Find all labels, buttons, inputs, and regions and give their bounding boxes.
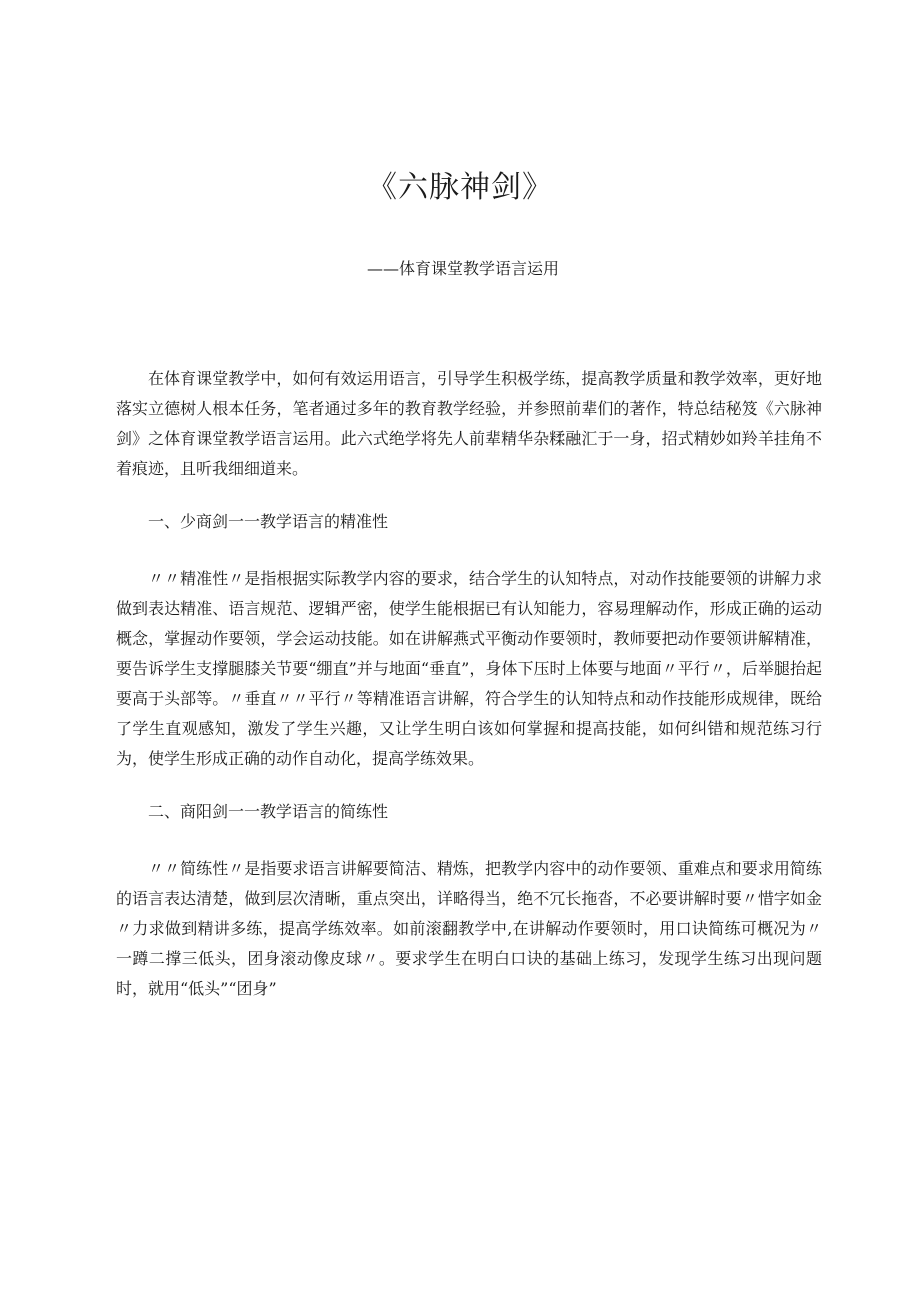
section-heading-2: 二、商阳剑一一教学语言的简练性 [148,802,389,821]
intro-paragraph: 在体育课堂教学中，如何有效运用语言，引导学生积极学练，提高教学质量和教学效率，更好地落实立德树人根本任务，笔者通过多年的教育教学经验，并参照前辈们的著作，特总结秘笈《六脉神剑》之体育课堂教学语言运用。此六式绝学将先人前辈精华杂糅融汇于一身，招式精妙如羚羊挂角不着痕迹，且听我细细道来。 [116,369,822,478]
document-subtitle: ——体育课堂教学语言运用 [367,259,560,278]
section-heading-1: 一、少商剑一一教学语言的精准性 [148,512,389,531]
section-paragraph-2: 〃〃简练性〃是指要求语言讲解要简洁、精炼，把教学内容中的动作要领、重难点和要求用简练的语言表达清楚，做到层次清晰，重点突出，详略得当，绝不冗长拖沓，不必要讲解时要〃惜字如金〃力求做到精讲多练，提高学练效率。如前滚翻教学中,在讲解动作要领时，用口诀简练可概况为〃一蹲二撑三低头，团身滚动像皮球〃。要求学生在明白口诀的基础上练习，发现学生练习出现问题时，就用“低头”“团身” [116,859,822,998]
document-title: 《六脉神剑》 [367,170,553,205]
document-body [116,364,822,1030]
section-paragraph-1: 〃〃精准性〃是指根据实际教学内容的要求，结合学生的认知特点，对动作技能要领的讲解力求做到表达精准、语言规范、逻辑严密，使学生能根据已有认知能力，容易理解动作，形成正确的运动概念，掌握动作要领，学会运动技能。如在讲解燕式平衡动作要领时，教师要把动作要领讲解精准，要告诉学生支撑腿膝关节要“绷直”并与地面“垂直”，身体下压时上体要与地面〃平行〃，后举腿抬起要高于头部等。〃垂直〃〃平行〃等精准语言讲解，符合学生的认知特点和动作技能形成规律，既给了学生直观感知，激发了学生兴趣，又让学生明白该如何掌握和提高技能，如何纠错和规范练习行为，使学生形成正确的动作自动化，提高学练效果。 [116,569,822,768]
